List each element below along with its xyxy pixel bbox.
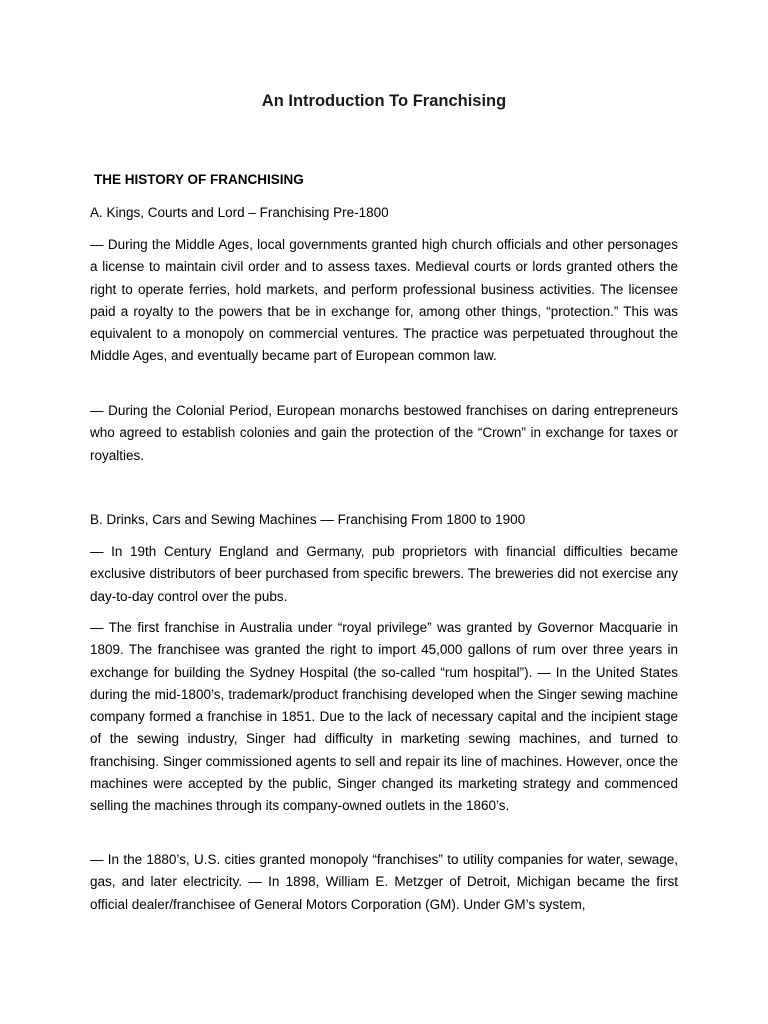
document-title: An Introduction To Franchising [261, 92, 507, 110]
paragraph-b2: — The first franchise in Australia under “royal privilege” was granted by Governor Macquarie in 1809. The franchisee was granted the right to import 45,000 gallons of rum over three years in exchange for building the Sydney Hospital (the so-called “rum hospital”). — In the United States during the mid-1800’s, trademark/product franchising developed when the Singer sewing machine company formed a franchise in 1851. Due to the lack of necessary capital and the incipient stage of the sewing industry, Singer had difficulty in marketing sewing machines, and turned to franchising. Singer commissioned agents to sell and repair its line of machines. However, once the machines were accepted by the public, Singer changed its marketing strategy and commenced selling the machines through its company-owned outlets in the 1860’s. [90, 620, 678, 814]
paragraph-b1: — In 19th Century England and Germany, pub proprietors with financial difficulties became exclusive distributors of beer purchased from specific brewers. The breweries did not exercise any day-to-day control over the pubs. [90, 544, 678, 604]
paragraph-a2: — During the Colonial Period, European monarchs bestowed franchises on daring entrepreneurs who agreed to establish colonies and gain the protection of the “Crown” in exchange for taxes or royalties. [90, 403, 678, 463]
subsection-b-heading: B. Drinks, Cars and Sewing Machines — Franchising From 1800 to 1900 [90, 512, 526, 527]
paragraph-a1: — During the Middle Ages, local governments granted high church officials and other personages a license to maintain civil order and to assess taxes. Medieval courts or lords granted others the right to operate ferries, hold markets, and perform professional business activities. The licensee paid a royalty to the powers that be in exchange for, among other things, “protection.” This was equivalent to a monopoly on commercial ventures. The practice was perpetuated throughout the Middle Ages, and eventually became part of European common law. [90, 237, 678, 364]
paragraph-b3: — In the 1880’s, U.S. cities granted monopoly “franchises” to utility companies for water, sewage, gas, and later electricity. — In 1898, William E. Metzger of Detroit, Michigan became the first official dealer/franchisee of General Motors Corporation (GM). Under GM’s system, [90, 852, 678, 912]
subsection-a-heading: A. Kings, Courts and Lord – Franchising Pre-1800 [90, 205, 389, 220]
section-heading: THE HISTORY OF FRANCHISING [94, 172, 304, 187]
